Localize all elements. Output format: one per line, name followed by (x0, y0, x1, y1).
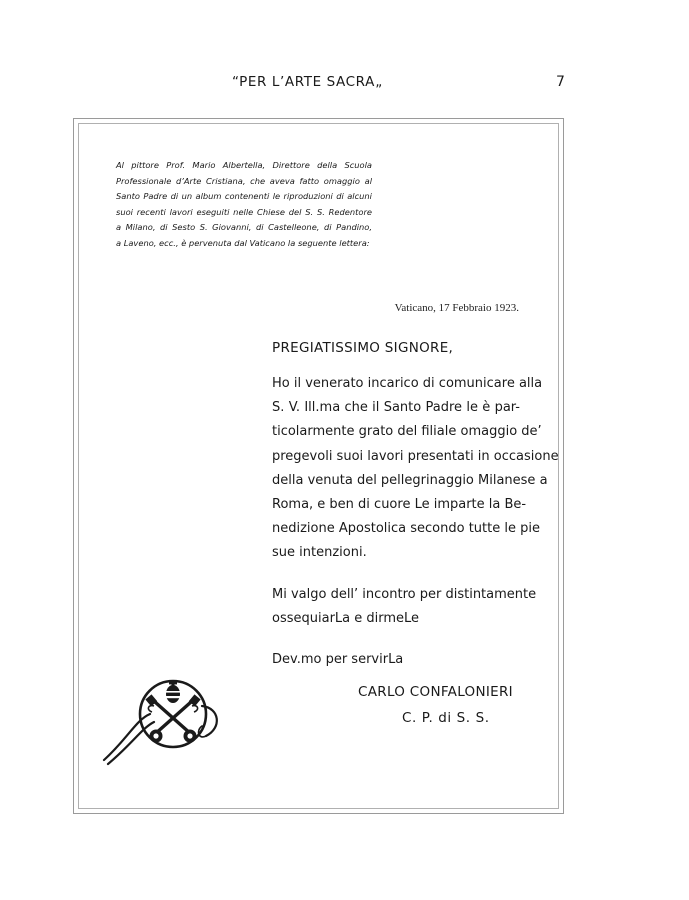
letter-closing: Dev.mo per servirLa (272, 652, 404, 667)
letter-line: S. V. Ill.ma che il Santo Padre le è par- (272, 400, 520, 416)
intro-line: suoi recenti lavori eseguiti nelle Chiese del S. S. Redentore (116, 206, 372, 217)
running-header-title: “PER L’ARTE SACRA„ (232, 74, 383, 90)
letter-line: nedizione Apostolica secondo tutte le pie (272, 521, 540, 537)
intro-line: a Milano, di Sesto S. Giovanni, di Castelleone, di Pandino, (116, 222, 372, 232)
letter-line: Mi valgo dell’ incontro per distintamente (272, 587, 537, 602)
letter-line: pregevoli suoi lavori presentati in occasione (272, 448, 559, 464)
page-number: 7 (556, 74, 565, 90)
intro-line: Professionale d’Arte Cristiana, che aveva fatto omaggio al (116, 175, 372, 186)
letter-line: Roma, e ben di cuore Le imparte la Be- (272, 497, 527, 513)
letter-line: Ho il venerato incarico di comunicare alla (272, 376, 543, 391)
letter-salutation: PREGIATISSIMO SIGNORE, (272, 340, 454, 356)
letter-line: ticolarmente grato del filiale omaggio de’ (272, 424, 542, 440)
letter-line: ossequiarLa e dirmeLe (272, 611, 420, 627)
intro-line: Santo Padre di un album contenenti le riproduzioni di alcuni (116, 191, 372, 201)
letter-date: Vaticano, 17 Febbraio 1923. (394, 302, 519, 314)
intro-paragraph (116, 158, 372, 251)
intro-line: a Laveno, ecc., è pervenuta dal Vaticano la seguente lettera: (116, 237, 370, 248)
letter-paragraph-2 (272, 583, 537, 631)
signature-name: CARLO CONFALONIERI (358, 684, 513, 700)
letter-line: della venuta del pellegrinaggio Milanese a (272, 472, 548, 488)
letter-line: sue intenzioni. (272, 545, 367, 561)
letter-paragraph-1 (272, 372, 559, 566)
papal-keys-tiara-emblem-icon (98, 660, 226, 770)
signature-title: C. P. di S. S. (402, 710, 490, 726)
intro-line: Al pittore Prof. Mario Albertella, Direttore della Scuola (116, 160, 372, 170)
